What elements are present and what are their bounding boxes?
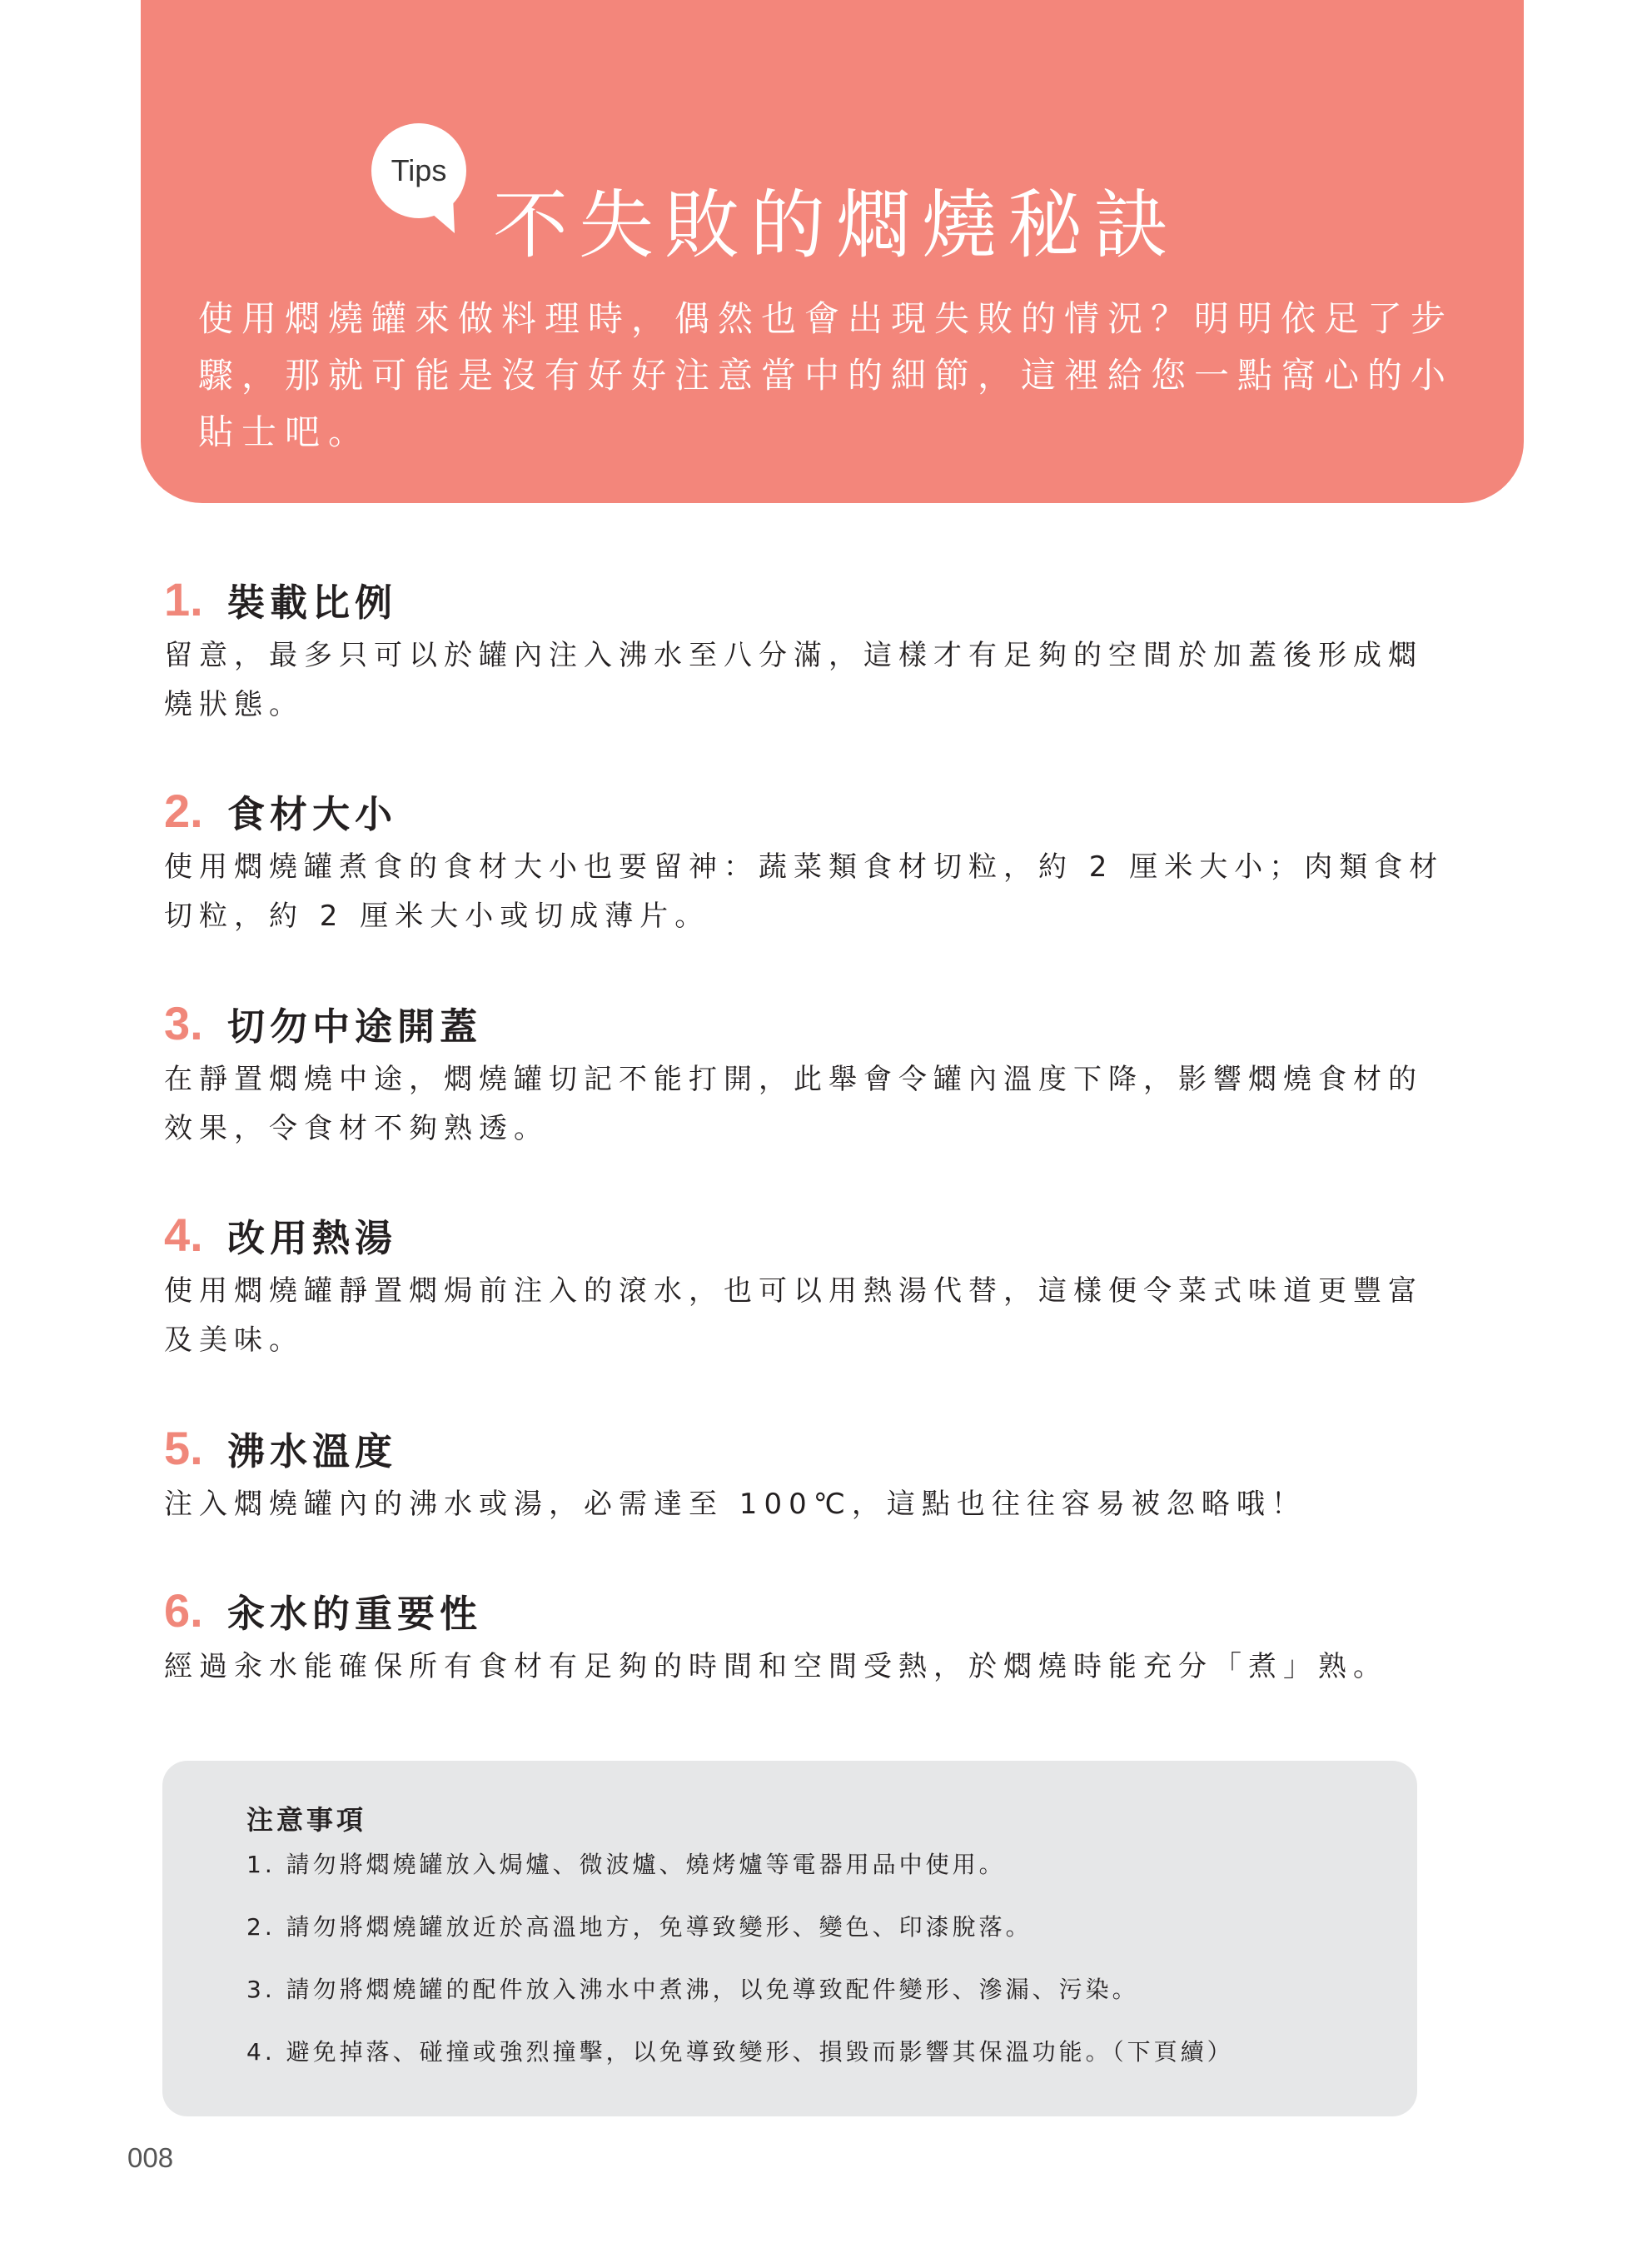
notice-item: 1. 請勿將燜燒罐放入焗爐、微波爐、燒烤爐等電器用品中使用。 — [246, 1851, 1006, 1878]
tip-body-line: 及美味。 — [164, 1323, 304, 1357]
tip-number: 4. — [164, 1208, 203, 1261]
notice-item: 3. 請勿將燜燒罐的配件放入沸水中煮沸，以免導致配件變形、滲漏、污染。 — [246, 1976, 1139, 2003]
tip-number: 1. — [164, 572, 203, 626]
tip-item-6 — [164, 1578, 1496, 1692]
tip-body — [164, 1480, 1496, 1529]
tip-body-line: 使用燜燒罐靜置燜焗前注入的滾水，也可以用熱湯代替，這樣便令菜式味道更豐富 — [164, 1274, 1423, 1308]
tip-number: 3. — [164, 996, 203, 1049]
tip-body — [164, 843, 1496, 941]
notice-item: 2. 請勿將燜燒罐放近於高溫地方，免導致變形、變色、印漆脫落。 — [246, 1913, 1032, 1941]
notice-list — [246, 1844, 1234, 2094]
tip-number: 5. — [164, 1421, 203, 1474]
tip-body-line: 在靜置燜燒中途，燜燒罐切記不能打開，此舉會令罐內溫度下降，影響燜燒食材的 — [164, 1063, 1423, 1096]
intro-line: 貼士吧。 — [198, 411, 372, 452]
tip-body-line: 留意，最多只可以於罐內注入沸水至八分滿，這樣才有足夠的空間於加蓋後形成燜 — [164, 639, 1423, 672]
tip-body — [164, 1055, 1496, 1154]
tips-label: Tips — [391, 153, 447, 187]
tip-title: 裝載比例 — [227, 580, 398, 625]
tip-body-line: 經過汆水能確保所有食材有足夠的時間和空間受熱，於燜燒時能充分「煮」熟。 — [164, 1650, 1388, 1683]
tip-item-1 — [164, 566, 1496, 730]
tip-item-4 — [164, 1202, 1496, 1365]
tip-body-line: 注入燜燒罐內的沸水或湯，必需達至 100℃，這點也往往容易被忽略哦！ — [164, 1488, 1306, 1521]
tip-body — [164, 1267, 1496, 1365]
tip-item-3 — [164, 990, 1496, 1154]
tip-body — [164, 631, 1496, 730]
tip-title: 食材大小 — [227, 791, 398, 836]
tip-item-2 — [164, 778, 1496, 941]
tip-heading — [164, 990, 1496, 1055]
notice-title: 注意事項 — [246, 1804, 367, 1836]
tip-body-line: 切粒，約 2 厘米大小或切成薄片。 — [164, 900, 710, 933]
page-number: 008 — [127, 2142, 174, 2173]
tip-title: 切勿中途開蓋 — [227, 1004, 483, 1049]
tip-heading — [164, 1415, 1496, 1480]
tip-heading — [164, 566, 1496, 631]
tip-title: 改用熱湯 — [227, 1215, 398, 1260]
tip-body-line: 效果，令食材不夠熟透。 — [164, 1112, 549, 1145]
tip-body — [164, 1642, 1496, 1692]
notice-item: 4. 避免掉落、碰撞或強烈撞擊，以免導致變形、損毀而影響其保溫功能。（下頁續） — [246, 2038, 1234, 2066]
tip-body-line: 燒狀態。 — [164, 688, 304, 721]
tip-body-line: 使用燜燒罐煮食的食材大小也要留神：蔬菜類食材切粒，約 2 厘米大小；肉類食材 — [164, 850, 1445, 884]
tip-heading — [164, 778, 1496, 843]
tip-heading — [164, 1202, 1496, 1267]
intro-line: 使用燜燒罐來做料理時，偶然也會出現失敗的情況？明明依足了步 — [198, 298, 1455, 339]
notice-box — [162, 1761, 1417, 2116]
tip-item-5 — [164, 1415, 1496, 1529]
intro-line: 驟，那就可能是沒有好好注意當中的細節，這裡給您一點窩心的小 — [198, 355, 1455, 396]
tip-number: 2. — [164, 784, 203, 837]
tip-number: 6. — [164, 1583, 203, 1637]
header-banner — [141, 0, 1524, 503]
tip-heading — [164, 1578, 1496, 1642]
tip-title: 汆水的重要性 — [227, 1591, 483, 1636]
tip-title: 沸水溫度 — [227, 1428, 398, 1473]
page-title: 不失敗的燜燒秘訣 — [493, 182, 1179, 269]
intro-text — [198, 291, 1454, 461]
